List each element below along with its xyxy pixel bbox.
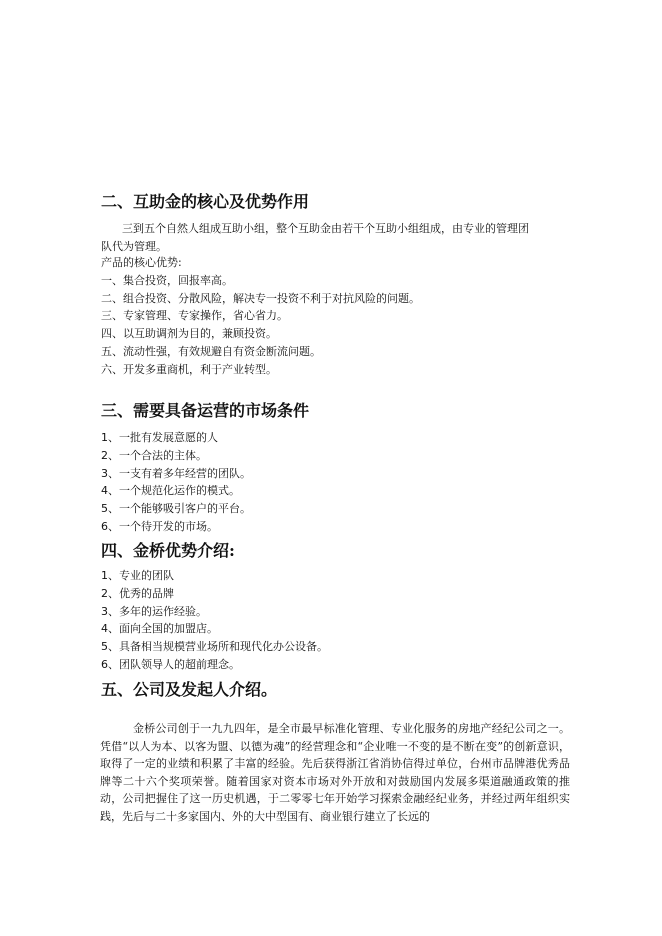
section-2-heading: 二、互助金的核心及优势作用 (101, 192, 310, 211)
condition-item: 1、一批有发展意愿的人 (101, 431, 218, 444)
advantage-item: 一、集合投资，回报率高。 (101, 273, 233, 287)
condition-item: 5、一个能够吸引客户的平台。 (101, 502, 251, 516)
section-4-heading: 四、金桥优势介绍: (101, 541, 235, 560)
strength-item: 1、专业的团队 (101, 569, 174, 582)
condition-item: 3、一支有着多年经营的团队。 (101, 466, 251, 480)
section-3-heading: 三、需要具备运营的市场条件 (101, 401, 310, 420)
strength-item: 4、面向全国的加盟店。 (101, 622, 218, 636)
strength-item: 2、优秀的品牌 (101, 586, 174, 600)
advantages-label: 产品的核心优势: (101, 256, 182, 269)
advantage-item: 四、以互助调剂为目的，兼顾投资。 (101, 327, 277, 341)
advantage-item: 六、开发多重商机，利于产业转型。 (101, 362, 277, 376)
advantage-item: 五、流动性强，有效规避自有资金断流问题。 (101, 344, 321, 358)
section-5-heading: 五、公司及发起人介绍。 (101, 680, 278, 699)
section-2-intro-line-1: 三到五个自然人组成互助小组，整个互助金由若干个互助小组组成，由专业的管理团 (122, 222, 529, 235)
condition-item: 6、一个待开发的市场。 (101, 519, 218, 533)
section-2-intro-line-2: 队代为管理。 (101, 240, 167, 253)
section-4-strengths-list (101, 567, 328, 674)
strength-item: 3、多年的运作经验。 (101, 604, 207, 618)
advantage-item: 二、组合投资、分散风险，解决专一投资不利于对抗风险的问题。 (101, 291, 420, 305)
condition-item: 2、一个合法的主体。 (101, 448, 207, 462)
strength-item: 5、具备相当规模营业场所和现代化办公设备。 (101, 640, 328, 654)
condition-item: 4、一个规范化运作的模式。 (101, 484, 240, 498)
company-intro-paragraph: 金桥公司创于一九九四年，是全市最早标准化管理、专业化服务的房地产经纪公司之一。凭借“以人为本、以客为盟、以德为魂”的经营理念和“企业唯一不变的是不断在变”的创新意识，取得了一定的业绩和积累了丰富的经验。先后获得浙江省消协信得过单位，台州市品牌港优秀品牌等二十六个奖项荣誉。随着国家对资本市场对外开放和对鼓励国内发展多渠道融通政策的推动，公司把握住了这一历史机遇，于二零零七年开始学习探索金融经纪业务，并经过两年组织实践，先后与二十多家国内、外的大中型国有、商业银行建立了长远的 (100, 722, 570, 823)
section-3-conditions-list (101, 429, 251, 536)
section-2-advantages-list (101, 254, 420, 379)
strength-item: 6、团队领导人的超前理念。 (101, 657, 240, 671)
advantage-item: 三、专家管理、专家操作，省心省力。 (101, 309, 288, 323)
